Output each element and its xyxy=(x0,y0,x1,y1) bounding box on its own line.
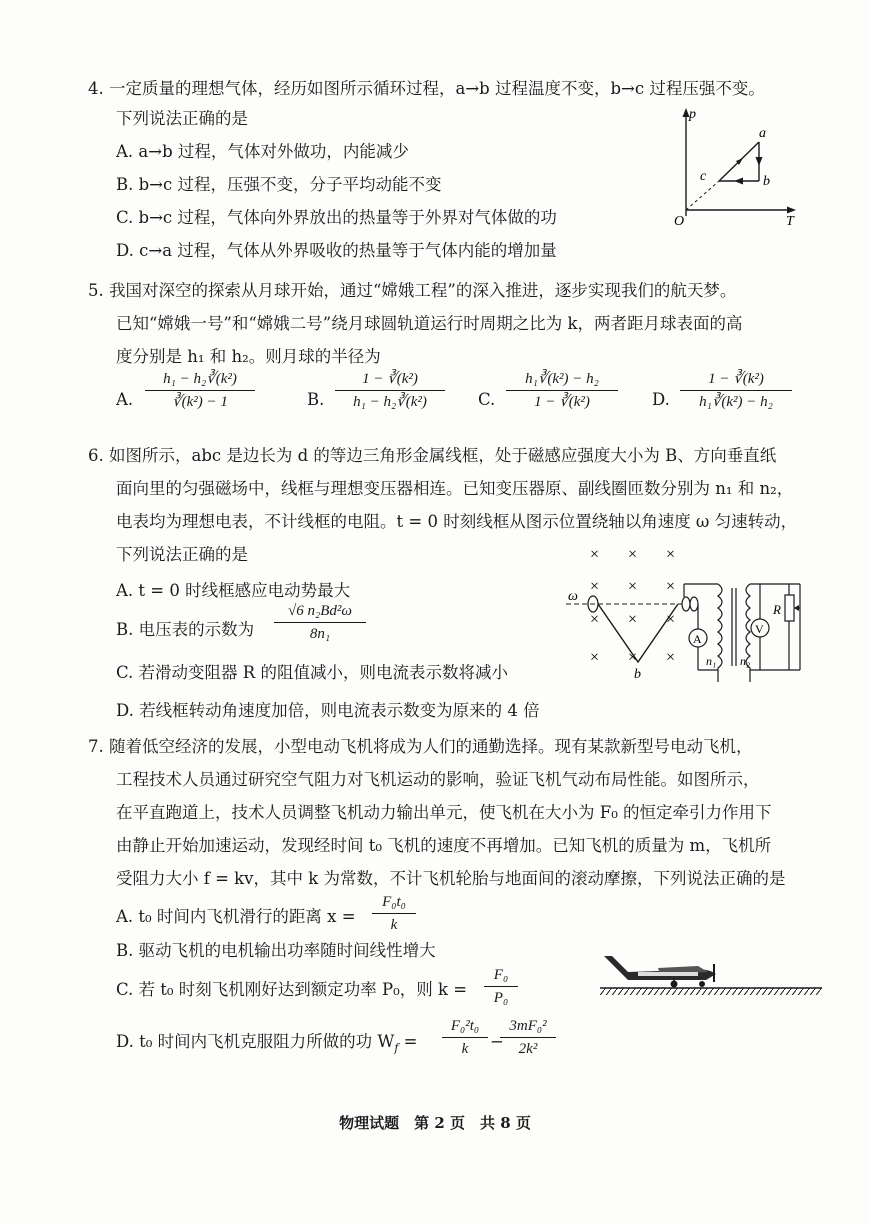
field-cross: × xyxy=(628,546,638,563)
q7-option-c-fraction xyxy=(484,966,518,1007)
q6-stem-line2: 面向里的匀强磁场中，线框与理想变压器相连。已知变压器原、副线圈匝数分别为 n₁ 和 n₂， xyxy=(116,479,794,498)
q7-option-d xyxy=(116,1031,417,1059)
q7-stem-line3: 在平直跑道上，技术人员调整飞机动力输出单元，使飞机在大小为 F₀ 的恒定牵引力作用下 xyxy=(116,803,772,822)
q5-c-numerator: h₁∛(k²) − h₂ xyxy=(506,370,618,391)
q7-d-prefix: D. t₀ 时间内飞机克服阻力所做的功 W xyxy=(116,1032,395,1051)
graph-a-label: a xyxy=(759,126,766,141)
q4-stem-line2: 下列说法正确的是 xyxy=(116,109,248,128)
voltmeter-label: V xyxy=(755,622,764,636)
q5-c-denominator: 1 − ∛(k²) xyxy=(534,394,590,410)
field-cross: × xyxy=(590,546,600,563)
q7-d-denominator2: 2k² xyxy=(518,1041,538,1057)
q6-option-b: B. 电压表的示数为 xyxy=(116,620,255,639)
q5-d-denominator: h₁∛(k²) − h₂ xyxy=(699,394,773,410)
n1-label: n₁ xyxy=(706,654,717,668)
field-cross: × xyxy=(666,649,676,666)
q7-stem-line2: 工程技术人员通过研究空气阻力对飞机运动的影响，验证飞机气动布局性能。如图所示， xyxy=(116,770,760,789)
q7-a-denominator: k xyxy=(390,917,398,933)
q7-option-b: B. 驱动飞机的电机输出功率随时间线性增大 xyxy=(116,941,436,960)
q5-label-d: D. xyxy=(652,390,670,409)
q7-d-equals: = xyxy=(403,1032,418,1051)
q6-option-a: A. t = 0 时线框感应电动势最大 xyxy=(116,581,351,600)
q5-option-c-fraction xyxy=(506,370,618,411)
graph-b-label: b xyxy=(763,174,770,189)
q5-stem-line2: 已知“嫦娥一号”和“嫦娥二号”绕月球圆轨道运行时周期之比为 k，两者距月球表面的高 xyxy=(116,314,743,333)
q5-option-b-fraction xyxy=(335,370,445,411)
airplane-figure xyxy=(598,950,826,1002)
q4-option-b: B. b→c 过程，压强不变，分子平均动能不变 xyxy=(116,175,442,194)
field-cross: × xyxy=(666,578,676,595)
q7-d-numerator1: F₀²t₀ xyxy=(442,1017,488,1038)
q7-option-a-fraction xyxy=(372,893,416,934)
graph-p-label: p xyxy=(689,107,696,122)
q6-option-d: D. 若线框转动角速度加倍，则电流表示数变为原来的 4 倍 xyxy=(116,701,540,720)
q5-d-numerator: 1 − ∛(k²) xyxy=(680,370,792,391)
q4-option-c: C. b→c 过程，气体向外界放出的热量等于外界对气体做的功 xyxy=(116,208,557,227)
q4-option-a: A. a→b 过程，气体对外做功，内能减少 xyxy=(116,142,409,161)
q5-label-c: C. xyxy=(478,390,496,409)
omega-label: ω xyxy=(568,589,578,604)
page-footer: 物理试题 第 2 页 共 8 页 xyxy=(339,1114,531,1132)
graph-c-label: c xyxy=(700,169,707,184)
q7-d-subscript: f xyxy=(394,1041,399,1055)
q5-option-a-fraction xyxy=(145,370,255,411)
q7-stem-line4: 由静止开始加速运动，发现经时间 t₀ 飞机的速度不再增加。已知飞机的质量为 m，飞机所 xyxy=(116,836,772,855)
field-cross: × xyxy=(590,611,600,628)
q6-b-numerator: √6 n₂Bd²ω xyxy=(274,602,366,623)
q5-b-denominator: h₁ − h₂∛(k²) xyxy=(353,394,427,410)
q7-stem-line5: 受阻力大小 f = kv，其中 k 为常数，不计飞机轮胎与地面间的滚动摩擦，下列说法正确的是 xyxy=(116,869,786,888)
q5-label-b: B. xyxy=(307,390,325,409)
field-cross: × xyxy=(628,649,638,666)
q5-stem-line1: 5. 我国对深空的探索从月球开始，通过“嫦娥工程”的深入推进，逐步实现我们的航天梦。 xyxy=(88,281,737,300)
q7-option-c: C. 若 t₀ 时刻飞机刚好达到额定功率 P₀，则 k = xyxy=(116,980,468,999)
q6-stem-line4: 下列说法正确的是 xyxy=(116,545,248,564)
q7-option-a: A. t₀ 时间内飞机滑行的距离 x = xyxy=(116,907,356,926)
q6-b-denominator: 8n₁ xyxy=(309,626,331,642)
q6-option-c: C. 若滑动变阻器 R 的阻值减小，则电流表示数将减小 xyxy=(116,663,508,682)
q4-stem-line1: 4. 一定质量的理想气体，经历如图所示循环过程，a→b 过程温度不变，b→c 过程压强不变。 xyxy=(88,79,765,98)
ammeter-label: A xyxy=(693,632,702,646)
q5-label-a: A. xyxy=(116,390,134,409)
runway-ground xyxy=(600,988,822,995)
q6-stem-line1: 6. 如图所示，abc 是边长为 d 的等边三角形金属线框，处于磁感应强度大小为 B、方向垂直纸 xyxy=(88,446,777,465)
q5-a-denominator: ∛(k²) − 1 xyxy=(172,394,228,410)
q5-option-d-fraction xyxy=(680,370,792,411)
q7-d-numerator2: 3mF₀² xyxy=(500,1017,556,1038)
q6-option-b-fraction xyxy=(274,602,366,643)
q4-pt-graph xyxy=(664,104,804,230)
field-cross: × xyxy=(590,649,600,666)
q7-d-denominator1: k xyxy=(461,1041,469,1057)
n2-label: n₂ xyxy=(740,654,751,668)
q7-c-numerator: F₀ xyxy=(484,966,518,987)
q7-d-minus: − xyxy=(490,1032,504,1051)
q7-option-d-fraction1 xyxy=(442,1017,488,1058)
graph-origin-label: O xyxy=(674,214,685,229)
q6-circuit-figure xyxy=(560,540,820,682)
q6-stem-line3: 电表均为理想电表，不计线框的电阻。t = 0 时刻线框从图示位置绕轴以角速度 ω 匀速转动， xyxy=(116,512,798,531)
q5-b-numerator: 1 − ∛(k²) xyxy=(335,370,445,391)
field-cross: × xyxy=(628,611,638,628)
q7-option-d-fraction2 xyxy=(500,1017,556,1058)
q7-a-numerator: F₀t₀ xyxy=(372,893,416,914)
q7-stem-line1: 7. 随着低空经济的发展，小型电动飞机将成为人们的通勤选择。现有某款新型号电动飞机， xyxy=(88,737,753,756)
q4-option-d: D. c→a 过程，气体从外界吸收的热量等于气体内能的增加量 xyxy=(116,241,557,260)
q5-stem-line3: 度分别是 h₁ 和 h₂。则月球的半径为 xyxy=(116,347,381,366)
q7-c-denominator: P₀ xyxy=(493,990,509,1006)
field-cross: × xyxy=(666,546,676,563)
rheostat-r-label: R xyxy=(773,602,781,617)
field-cross: × xyxy=(666,611,676,628)
q5-a-numerator: h₁ − h₂∛(k²) xyxy=(145,370,255,391)
field-cross: × xyxy=(628,578,638,595)
field-cross: × xyxy=(590,578,600,595)
vertex-b-label: b xyxy=(634,667,641,682)
graph-t-label: T xyxy=(786,214,794,229)
